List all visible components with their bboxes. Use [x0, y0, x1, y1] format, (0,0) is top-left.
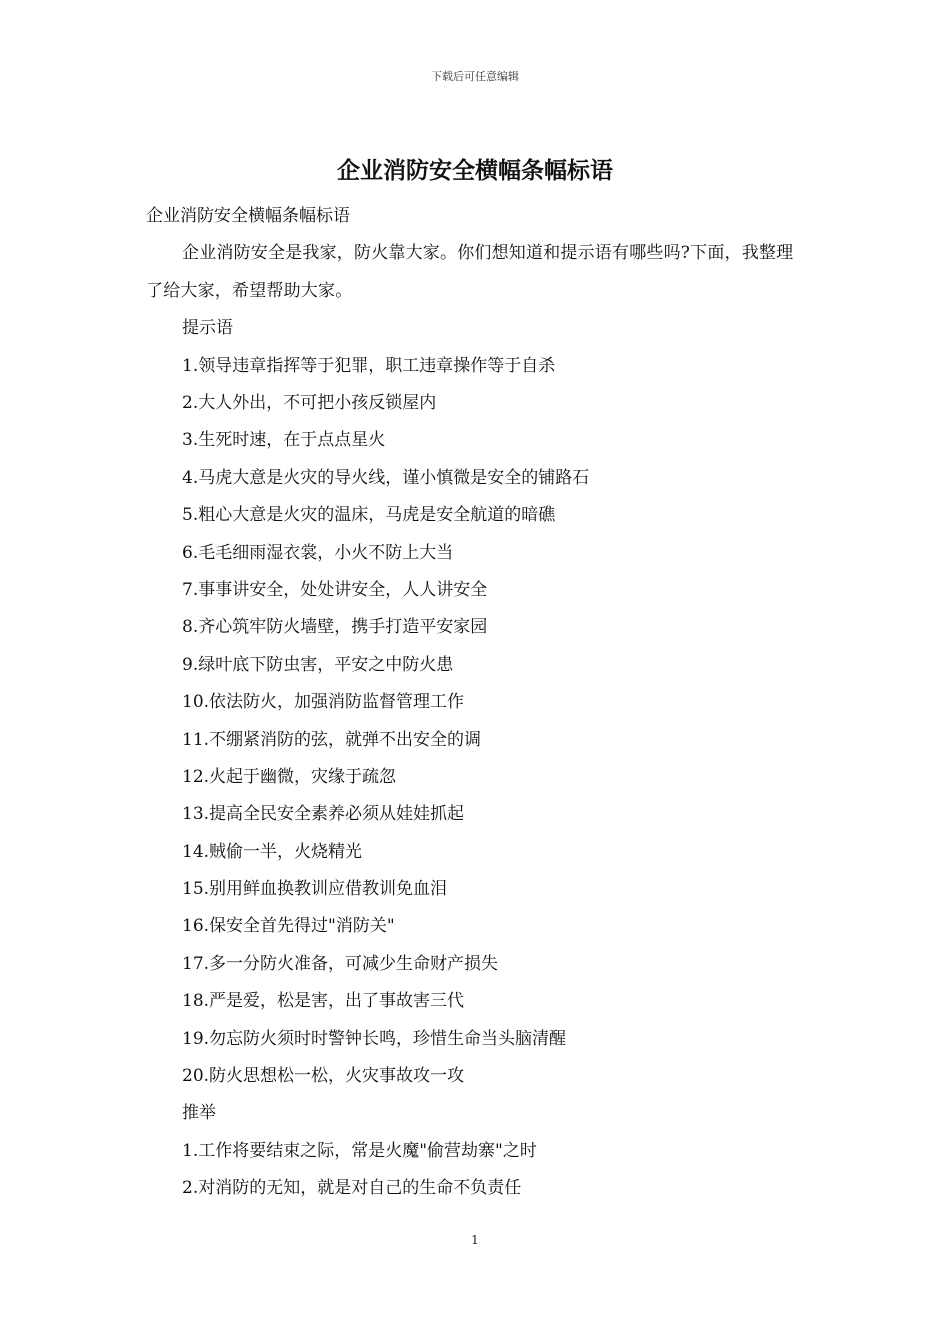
- list-item: 6.毛毛细雨湿衣裳，小火不防上大当: [182, 542, 454, 563]
- document-title: 企业消防安全横幅条幅标语: [337, 157, 613, 184]
- list-item: 16.保安全首先得过"消防关": [182, 916, 395, 937]
- list-item: 2.对消防的无知，就是对自己的生命不负责任: [182, 1178, 522, 1199]
- intro-paragraph: 企业消防安全是我家，防火靠大家。你们想知道和提示语有哪些吗?下面，我整理了给大家，希望帮助大家。: [146, 243, 794, 301]
- list-item: 19.勿忘防火须时时警钟长鸣，珍惜生命当头脑清醒: [182, 1028, 567, 1049]
- list-item: 4.马虎大意是火灾的导火线，谨小慎微是安全的铺路石: [182, 467, 590, 488]
- section-heading-tips: 提示语: [182, 318, 233, 339]
- list-item: 12.火起于幽微，灾缘于疏忽: [182, 766, 397, 787]
- list-item: 3.生死时速，在于点点星火: [182, 430, 386, 451]
- page-header: 下载后可任意编辑: [431, 70, 519, 83]
- document-subtitle: 企业消防安全横幅条幅标语: [146, 206, 350, 226]
- list-item: 17.多一分防火准备，可减少生命财产损失: [182, 953, 499, 974]
- recommend-list: [146, 1133, 806, 1208]
- list-item: 1.领导违章指挥等于犯罪，职工违章操作等于自杀: [182, 355, 556, 376]
- list-item: 5.粗心大意是火灾的温床，马虎是安全航道的暗礁: [182, 505, 556, 526]
- tips-list: [146, 348, 806, 1096]
- list-item: 14.贼偷一半，火烧精光: [182, 841, 363, 862]
- list-item: 11.不绷紧消防的弦，就弹不出安全的调: [182, 729, 482, 750]
- list-item: 15.别用鲜血换教训应借教训免血泪: [182, 879, 448, 900]
- list-item: 10.依法防火，加强消防监督管理工作: [182, 692, 465, 713]
- list-item: 2.大人外出，不可把小孩反锁屋内: [182, 392, 437, 413]
- list-item: 20.防火思想松一松，火灾事故攻一攻: [182, 1066, 465, 1087]
- section-heading-recommend: 推举: [182, 1103, 216, 1124]
- document-body: [146, 198, 806, 1208]
- page-number: 1: [471, 1233, 479, 1247]
- list-item: 9.绿叶底下防虫害，平安之中防火患: [182, 654, 454, 675]
- list-item: 1.工作将要结束之际，常是火魔"偷营劫寨"之时: [182, 1140, 537, 1161]
- list-item: 8.齐心筑牢防火墙壁，携手打造平安家园: [182, 617, 488, 638]
- list-item: 7.事事讲安全，处处讲安全，人人讲安全: [182, 579, 488, 600]
- list-item: 18.严是爱，松是害，出了事故害三代: [182, 991, 465, 1012]
- list-item: 13.提高全民安全素养必须从娃娃抓起: [182, 804, 465, 825]
